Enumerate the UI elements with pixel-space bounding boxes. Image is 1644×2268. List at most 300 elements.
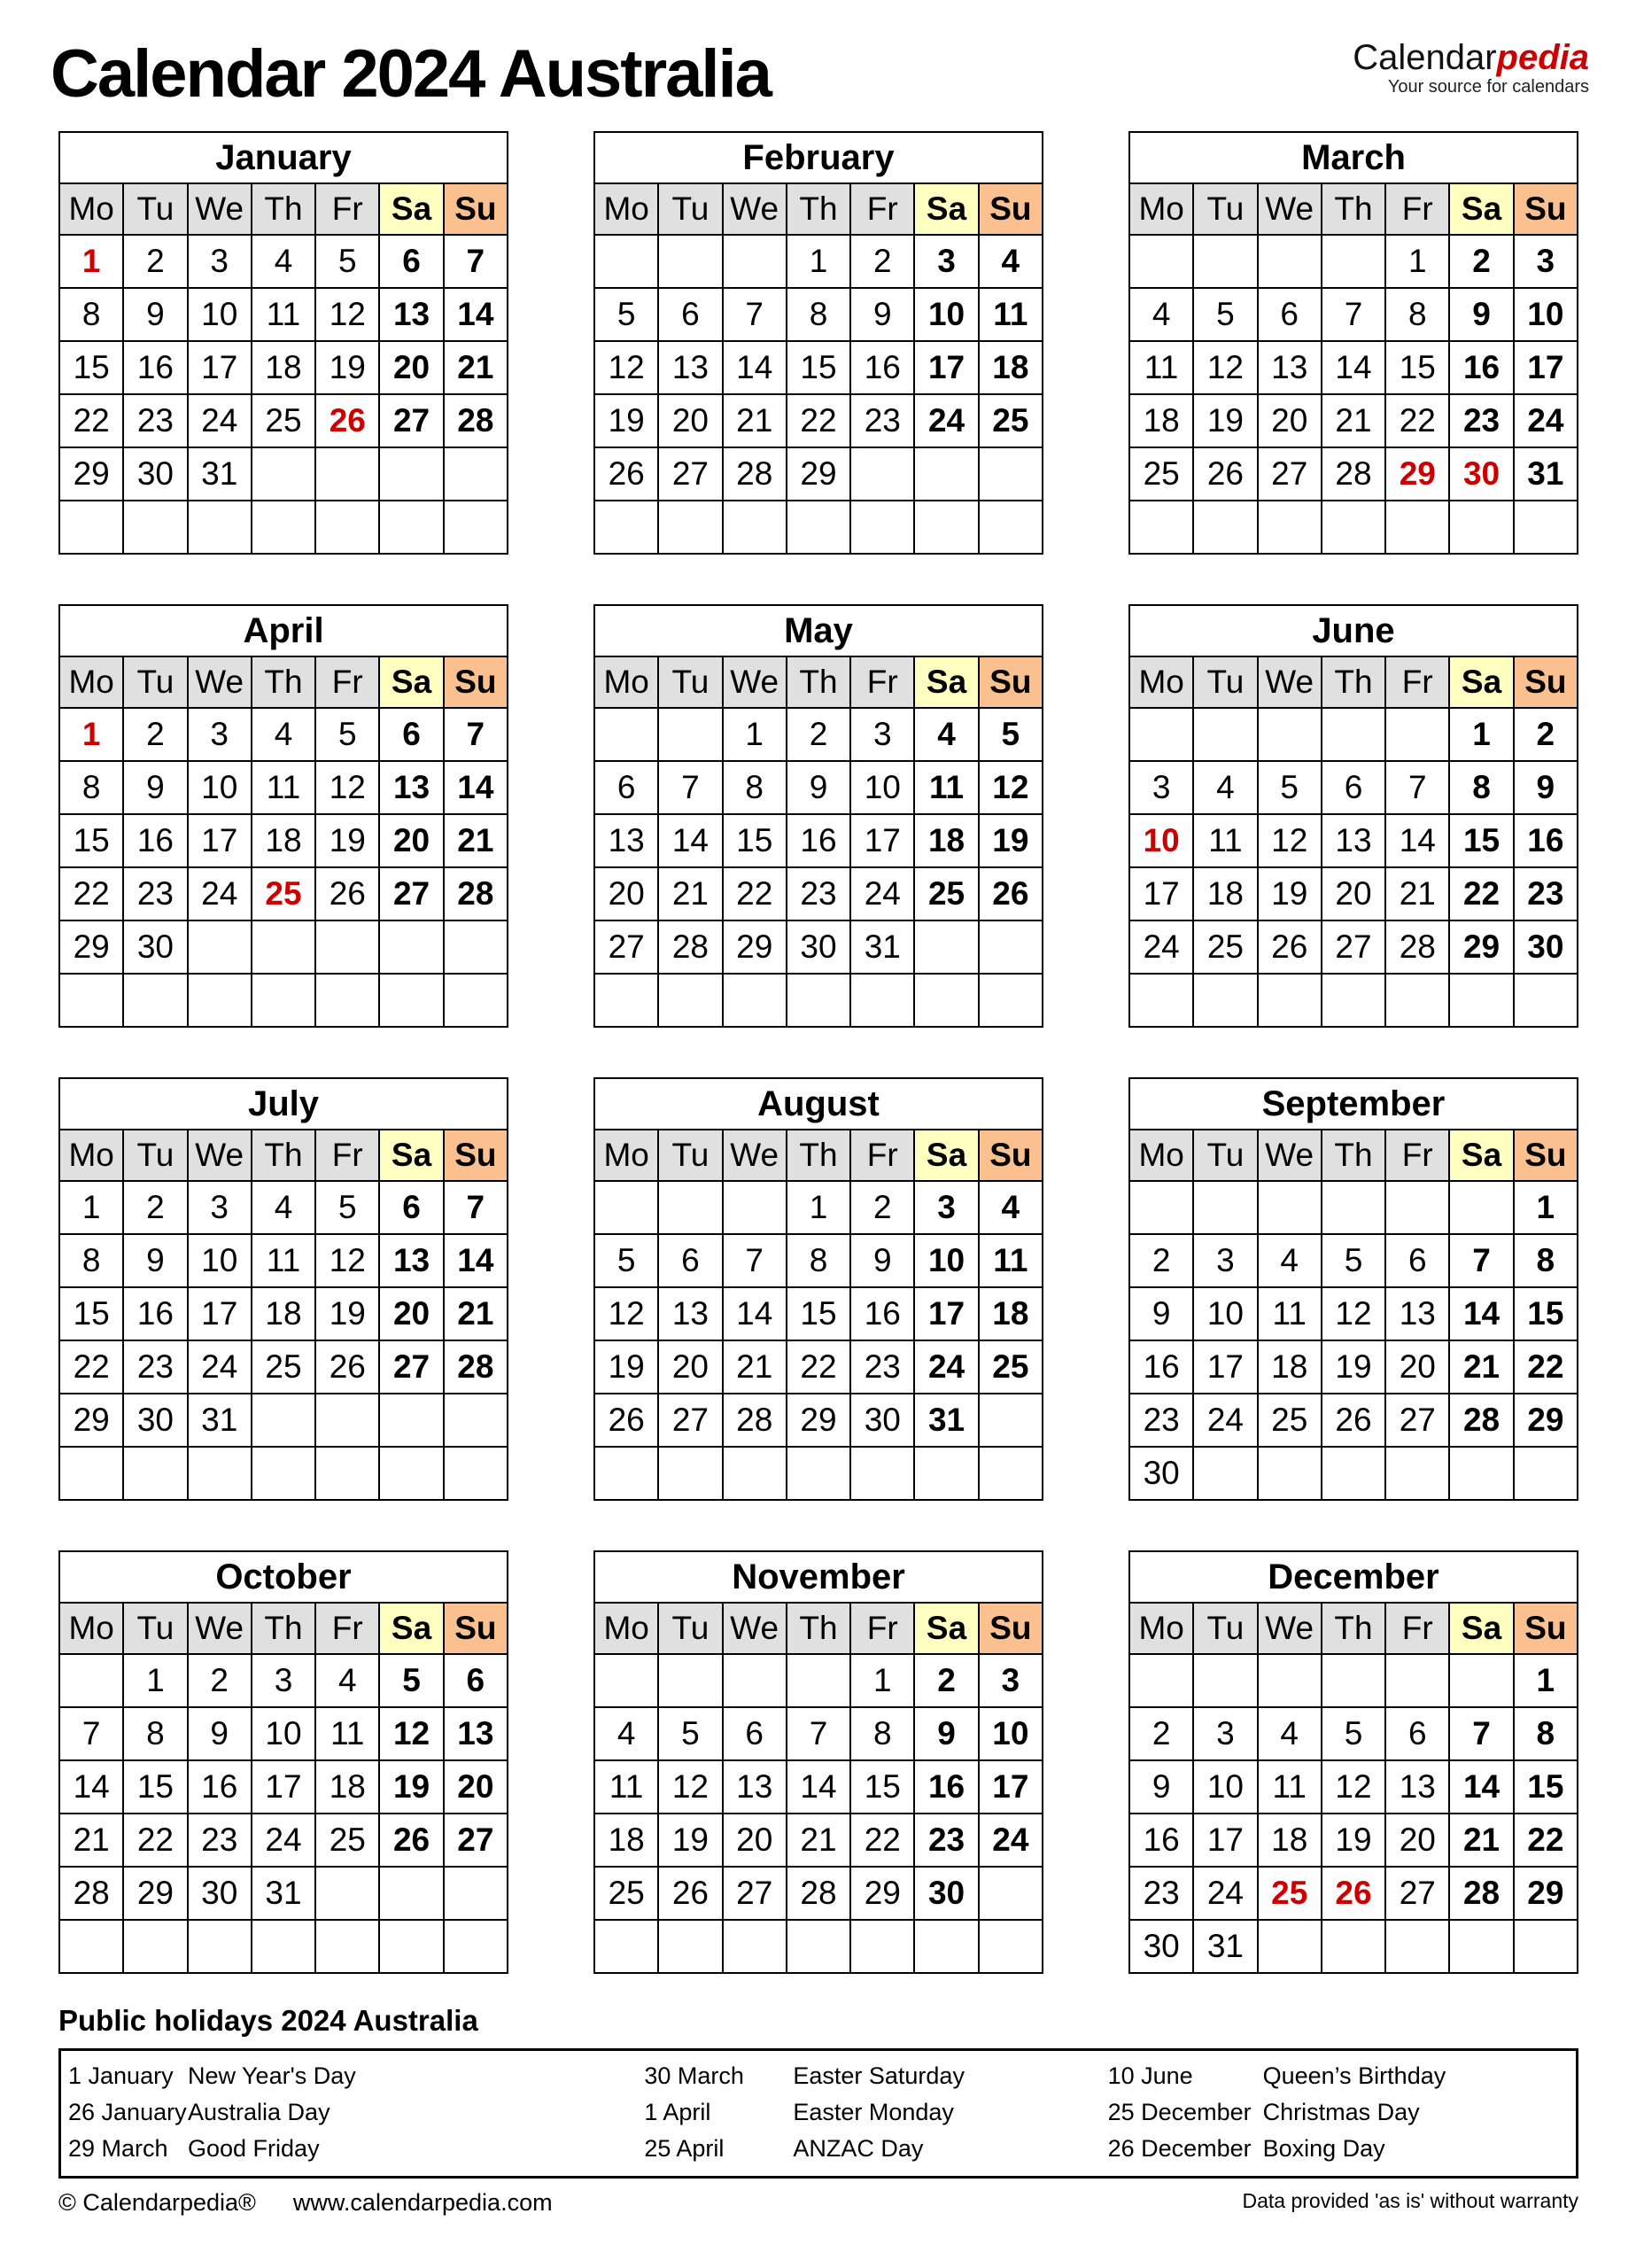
day-header-th: Th (787, 656, 850, 708)
date-cell: 13 (379, 1234, 443, 1287)
empty-cell (1514, 501, 1578, 554)
date-cell: 14 (1385, 814, 1449, 867)
date-cell: 13 (379, 761, 443, 814)
week-row (59, 1814, 508, 1867)
date-cell: 1 (1449, 708, 1513, 761)
empty-cell (59, 1654, 123, 1707)
date-cell: 24 (252, 1814, 315, 1867)
date-cell: 1 (59, 708, 123, 761)
week-row (1129, 1707, 1578, 1760)
date-cell: 31 (914, 1394, 978, 1447)
empty-cell (1449, 1181, 1513, 1234)
week-row (594, 1654, 1043, 1707)
empty-cell (914, 974, 978, 1027)
holiday-name: Easter Saturday (793, 2062, 965, 2089)
date-cell: 3 (850, 708, 914, 761)
date-cell: 5 (1322, 1234, 1385, 1287)
date-cell: 16 (123, 341, 187, 394)
day-header-we: We (1258, 1603, 1322, 1654)
day-header-mo: Mo (1129, 183, 1193, 235)
week-row (594, 1760, 1043, 1814)
date-cell: 8 (787, 1234, 850, 1287)
week-row (594, 920, 1043, 974)
empty-cell (1449, 1447, 1513, 1500)
date-cell: 2 (850, 1181, 914, 1234)
day-header-mo: Mo (1129, 1130, 1193, 1181)
empty-cell (979, 1920, 1043, 1973)
date-cell: 18 (979, 341, 1043, 394)
day-header-we: We (723, 183, 787, 235)
day-header-tu: Tu (658, 1603, 722, 1654)
date-cell: 6 (723, 1707, 787, 1760)
week-row (59, 341, 508, 394)
date-cell: 11 (914, 761, 978, 814)
date-cell: 3 (1193, 1234, 1257, 1287)
day-header-mo: Mo (59, 1603, 123, 1654)
day-header-mo: Mo (1129, 1603, 1193, 1654)
date-cell: 20 (1322, 867, 1385, 920)
date-cell: 2 (1514, 708, 1578, 761)
empty-cell (1129, 1654, 1193, 1707)
date-cell: 10 (1514, 288, 1578, 341)
week-row (594, 1867, 1043, 1920)
date-cell: 8 (1385, 288, 1449, 341)
week-row (594, 1181, 1043, 1234)
empty-cell (1449, 1654, 1513, 1707)
empty-cell (1449, 501, 1513, 554)
date-cell: 9 (787, 761, 850, 814)
empty-cell (1322, 708, 1385, 761)
date-cell: 29 (1449, 920, 1513, 974)
day-header-we: We (723, 1130, 787, 1181)
week-row (594, 1447, 1043, 1500)
date-cell: 10 (252, 1707, 315, 1760)
date-cell: 29 (59, 1394, 123, 1447)
date-cell: 26 (1322, 1867, 1385, 1920)
date-cell: 6 (379, 1181, 443, 1234)
date-cell: 28 (1385, 920, 1449, 974)
week-row (59, 1394, 508, 1447)
date-cell: 16 (850, 1287, 914, 1340)
empty-cell (315, 1920, 379, 1973)
date-cell: 25 (1193, 920, 1257, 974)
empty-cell (1385, 708, 1449, 761)
week-row (1129, 1340, 1578, 1394)
date-cell: 12 (315, 1234, 379, 1287)
holiday-entry (644, 2131, 1107, 2167)
date-cell: 12 (1322, 1760, 1385, 1814)
empty-cell (979, 501, 1043, 554)
empty-cell (658, 1920, 722, 1973)
empty-cell (123, 974, 187, 1027)
date-cell: 14 (444, 288, 508, 341)
date-cell: 27 (658, 1394, 722, 1447)
date-cell: 3 (188, 235, 252, 288)
date-cell: 15 (1514, 1760, 1578, 1814)
date-cell: 6 (1322, 761, 1385, 814)
website-text: www.calendarpedia.com (292, 2189, 553, 2216)
date-cell: 9 (123, 288, 187, 341)
date-cell: 23 (123, 394, 187, 447)
day-header-th: Th (787, 1130, 850, 1181)
date-cell: 10 (1129, 814, 1193, 867)
empty-cell (1322, 1654, 1385, 1707)
week-row (59, 1920, 508, 1973)
header (0, 0, 1644, 131)
empty-cell (787, 1447, 850, 1500)
date-cell: 4 (1193, 761, 1257, 814)
empty-cell (1258, 235, 1322, 288)
empty-cell (979, 1867, 1043, 1920)
calendarpedia-logo (1353, 39, 1589, 97)
date-cell: 6 (1385, 1234, 1449, 1287)
day-header-sa: Sa (1449, 183, 1513, 235)
date-cell: 5 (979, 708, 1043, 761)
date-cell: 6 (594, 761, 658, 814)
empty-cell (379, 920, 443, 974)
date-cell: 10 (979, 1707, 1043, 1760)
date-cell: 17 (979, 1760, 1043, 1814)
date-cell: 14 (723, 341, 787, 394)
date-cell: 16 (1129, 1814, 1193, 1867)
empty-cell (1129, 235, 1193, 288)
date-cell: 4 (1129, 288, 1193, 341)
empty-cell (594, 1654, 658, 1707)
day-header-th: Th (1322, 1130, 1385, 1181)
date-cell: 2 (123, 708, 187, 761)
empty-cell (123, 501, 187, 554)
date-cell: 7 (658, 761, 722, 814)
date-cell: 5 (1258, 761, 1322, 814)
day-header-we: We (1258, 183, 1322, 235)
week-row (1129, 394, 1578, 447)
week-row (59, 974, 508, 1027)
empty-cell (252, 920, 315, 974)
empty-cell (594, 974, 658, 1027)
date-cell: 28 (444, 394, 508, 447)
date-cell: 1 (123, 1654, 187, 1707)
date-cell: 1 (787, 235, 850, 288)
date-cell: 8 (59, 761, 123, 814)
day-header-sa: Sa (379, 1130, 443, 1181)
date-cell: 21 (1449, 1814, 1513, 1867)
empty-cell (979, 447, 1043, 501)
week-row (1129, 1234, 1578, 1287)
day-header-su: Su (979, 183, 1043, 235)
date-cell: 11 (594, 1760, 658, 1814)
empty-cell (59, 1447, 123, 1500)
week-row (594, 501, 1043, 554)
week-row (1129, 1867, 1578, 1920)
date-cell: 6 (658, 1234, 722, 1287)
date-cell: 15 (1449, 814, 1513, 867)
empty-cell (723, 1181, 787, 1234)
date-cell: 12 (658, 1760, 722, 1814)
month-december (1128, 1550, 1578, 1974)
date-cell: 17 (1514, 341, 1578, 394)
holiday-name: Easter Monday (793, 2099, 954, 2125)
date-cell: 17 (914, 341, 978, 394)
date-cell: 3 (1193, 1707, 1257, 1760)
date-cell: 12 (315, 761, 379, 814)
week-row (594, 814, 1043, 867)
date-cell: 2 (188, 1654, 252, 1707)
date-cell: 16 (1129, 1340, 1193, 1394)
day-header-tu: Tu (123, 1603, 187, 1654)
empty-cell (787, 501, 850, 554)
date-cell: 9 (188, 1707, 252, 1760)
date-cell: 25 (1129, 447, 1193, 501)
date-cell: 9 (1514, 761, 1578, 814)
date-cell: 24 (188, 394, 252, 447)
empty-cell (723, 1654, 787, 1707)
date-cell: 23 (1449, 394, 1513, 447)
empty-cell (444, 1447, 508, 1500)
empty-cell (444, 1920, 508, 1973)
week-row (594, 394, 1043, 447)
empty-cell (252, 1394, 315, 1447)
empty-cell (1129, 708, 1193, 761)
date-cell: 7 (59, 1707, 123, 1760)
day-header-fr: Fr (1385, 656, 1449, 708)
public-holidays-heading: Public holidays 2024 Australia (58, 2004, 478, 2037)
date-cell: 20 (379, 1287, 443, 1340)
empty-cell (1449, 974, 1513, 1027)
logo-part-pedia: pedia (1496, 38, 1589, 77)
date-cell: 11 (315, 1707, 379, 1760)
date-cell: 8 (1449, 761, 1513, 814)
day-header-tu: Tu (1193, 1130, 1257, 1181)
date-cell: 14 (59, 1760, 123, 1814)
date-cell: 26 (315, 1340, 379, 1394)
date-cell: 26 (979, 867, 1043, 920)
holiday-name: New Year's Day (188, 2062, 356, 2089)
date-cell: 10 (914, 288, 978, 341)
empty-cell (723, 1447, 787, 1500)
day-header-su: Su (444, 656, 508, 708)
holiday-name: Christmas Day (1262, 2099, 1420, 2125)
empty-cell (315, 447, 379, 501)
date-cell: 11 (252, 761, 315, 814)
date-cell: 1 (1514, 1654, 1578, 1707)
date-cell: 19 (315, 341, 379, 394)
date-cell: 26 (1258, 920, 1322, 974)
date-cell: 4 (1258, 1707, 1322, 1760)
date-cell: 19 (1193, 394, 1257, 447)
date-cell: 11 (1258, 1287, 1322, 1340)
week-row (594, 1234, 1043, 1287)
date-cell: 25 (252, 394, 315, 447)
date-cell: 28 (1449, 1867, 1513, 1920)
day-header-su: Su (444, 183, 508, 235)
holiday-date: 1 January (68, 2062, 174, 2089)
holiday-entry (61, 2131, 644, 2167)
day-header-fr: Fr (850, 656, 914, 708)
empty-cell (252, 501, 315, 554)
date-cell: 30 (1129, 1920, 1193, 1973)
month-title-june: June (1129, 605, 1578, 656)
date-cell: 18 (252, 814, 315, 867)
date-cell: 14 (444, 1234, 508, 1287)
date-cell: 22 (1385, 394, 1449, 447)
date-cell: 31 (1193, 1920, 1257, 1973)
day-header-we: We (1258, 656, 1322, 708)
date-cell: 1 (1514, 1181, 1578, 1234)
date-cell: 12 (979, 761, 1043, 814)
week-row (594, 1340, 1043, 1394)
empty-cell (1385, 1920, 1449, 1973)
week-row (594, 1920, 1043, 1973)
empty-cell (315, 1867, 379, 1920)
footer-disclaimer: Data provided 'as is' without warranty (1242, 2189, 1578, 2212)
week-row (59, 708, 508, 761)
month-march (1128, 131, 1578, 555)
date-cell: 31 (188, 447, 252, 501)
holiday-date: 30 March (644, 2062, 744, 2089)
empty-cell (850, 1447, 914, 1500)
date-cell: 8 (123, 1707, 187, 1760)
empty-cell (723, 501, 787, 554)
date-cell: 10 (1193, 1287, 1257, 1340)
date-cell: 14 (1449, 1287, 1513, 1340)
empty-cell (252, 974, 315, 1027)
empty-cell (1193, 501, 1257, 554)
date-cell: 13 (1322, 814, 1385, 867)
day-header-fr: Fr (1385, 1603, 1449, 1654)
empty-cell (1258, 1920, 1322, 1973)
week-row (1129, 501, 1578, 554)
week-row (594, 708, 1043, 761)
date-cell: 23 (787, 867, 850, 920)
date-cell: 24 (914, 394, 978, 447)
date-cell: 5 (594, 288, 658, 341)
date-cell: 26 (658, 1867, 722, 1920)
date-cell: 24 (914, 1340, 978, 1394)
date-cell: 4 (594, 1707, 658, 1760)
date-cell: 29 (787, 1394, 850, 1447)
date-cell: 1 (1385, 235, 1449, 288)
date-cell: 30 (914, 1867, 978, 1920)
week-row (1129, 1181, 1578, 1234)
date-cell: 14 (723, 1287, 787, 1340)
empty-cell (315, 974, 379, 1027)
day-header-tu: Tu (658, 656, 722, 708)
empty-cell (723, 235, 787, 288)
empty-cell (787, 974, 850, 1027)
date-cell: 27 (1258, 447, 1322, 501)
month-title-january: January (59, 132, 508, 183)
week-row (59, 1234, 508, 1287)
date-cell: 21 (1385, 867, 1449, 920)
date-cell: 2 (787, 708, 850, 761)
day-header-mo: Mo (594, 183, 658, 235)
week-row (59, 1867, 508, 1920)
date-cell: 12 (1258, 814, 1322, 867)
empty-cell (1258, 1654, 1322, 1707)
holiday-date: 29 March (68, 2135, 168, 2162)
week-row (59, 447, 508, 501)
date-cell: 8 (1514, 1234, 1578, 1287)
week-row (59, 920, 508, 974)
date-cell: 4 (252, 235, 315, 288)
holiday-column-3 (1108, 2058, 1576, 2167)
empty-cell (188, 501, 252, 554)
date-cell: 29 (59, 920, 123, 974)
date-cell: 30 (123, 447, 187, 501)
holiday-entry (61, 2094, 644, 2131)
date-cell: 12 (594, 341, 658, 394)
day-header-fr: Fr (850, 183, 914, 235)
date-cell: 31 (850, 920, 914, 974)
month-july (58, 1077, 508, 1501)
date-cell: 17 (1129, 867, 1193, 920)
day-header-fr: Fr (1385, 183, 1449, 235)
day-header-we: We (188, 656, 252, 708)
date-cell: 8 (1514, 1707, 1578, 1760)
date-cell: 19 (315, 1287, 379, 1340)
empty-cell (1129, 501, 1193, 554)
holiday-date: 10 June (1107, 2062, 1193, 2089)
week-row (594, 1814, 1043, 1867)
date-cell: 2 (1449, 235, 1513, 288)
date-cell: 24 (979, 1814, 1043, 1867)
date-cell: 26 (1322, 1394, 1385, 1447)
holiday-name: Good Friday (188, 2135, 320, 2162)
date-cell: 4 (252, 1181, 315, 1234)
date-cell: 9 (123, 1234, 187, 1287)
date-cell: 20 (1385, 1340, 1449, 1394)
footer-copyright-line (58, 2189, 553, 2217)
date-cell: 20 (594, 867, 658, 920)
logo-tagline: Your source for calendars (1387, 77, 1589, 97)
day-header-th: Th (252, 656, 315, 708)
week-row (59, 867, 508, 920)
day-header-th: Th (252, 1603, 315, 1654)
empty-cell (1193, 1181, 1257, 1234)
month-title-october: October (59, 1551, 508, 1603)
date-cell: 20 (379, 814, 443, 867)
date-cell: 3 (1514, 235, 1578, 288)
day-header-we: We (723, 656, 787, 708)
date-cell: 13 (379, 288, 443, 341)
date-cell: 7 (787, 1707, 850, 1760)
empty-cell (594, 501, 658, 554)
week-row (59, 394, 508, 447)
empty-cell (252, 447, 315, 501)
empty-cell (379, 1867, 443, 1920)
date-cell: 6 (1385, 1707, 1449, 1760)
date-cell: 4 (252, 708, 315, 761)
date-cell: 17 (1193, 1814, 1257, 1867)
day-header-th: Th (1322, 1603, 1385, 1654)
empty-cell (914, 501, 978, 554)
week-row (1129, 920, 1578, 974)
week-row (594, 1707, 1043, 1760)
day-header-sa: Sa (914, 183, 978, 235)
empty-cell (658, 1654, 722, 1707)
date-cell: 11 (252, 1234, 315, 1287)
date-cell: 19 (1322, 1814, 1385, 1867)
empty-cell (1258, 974, 1322, 1027)
month-august (593, 1077, 1043, 1501)
date-cell: 21 (723, 394, 787, 447)
date-cell: 7 (723, 288, 787, 341)
week-row (59, 1447, 508, 1500)
date-cell: 8 (59, 1234, 123, 1287)
date-cell: 22 (1449, 867, 1513, 920)
date-cell: 18 (594, 1814, 658, 1867)
date-cell: 19 (1258, 867, 1322, 920)
